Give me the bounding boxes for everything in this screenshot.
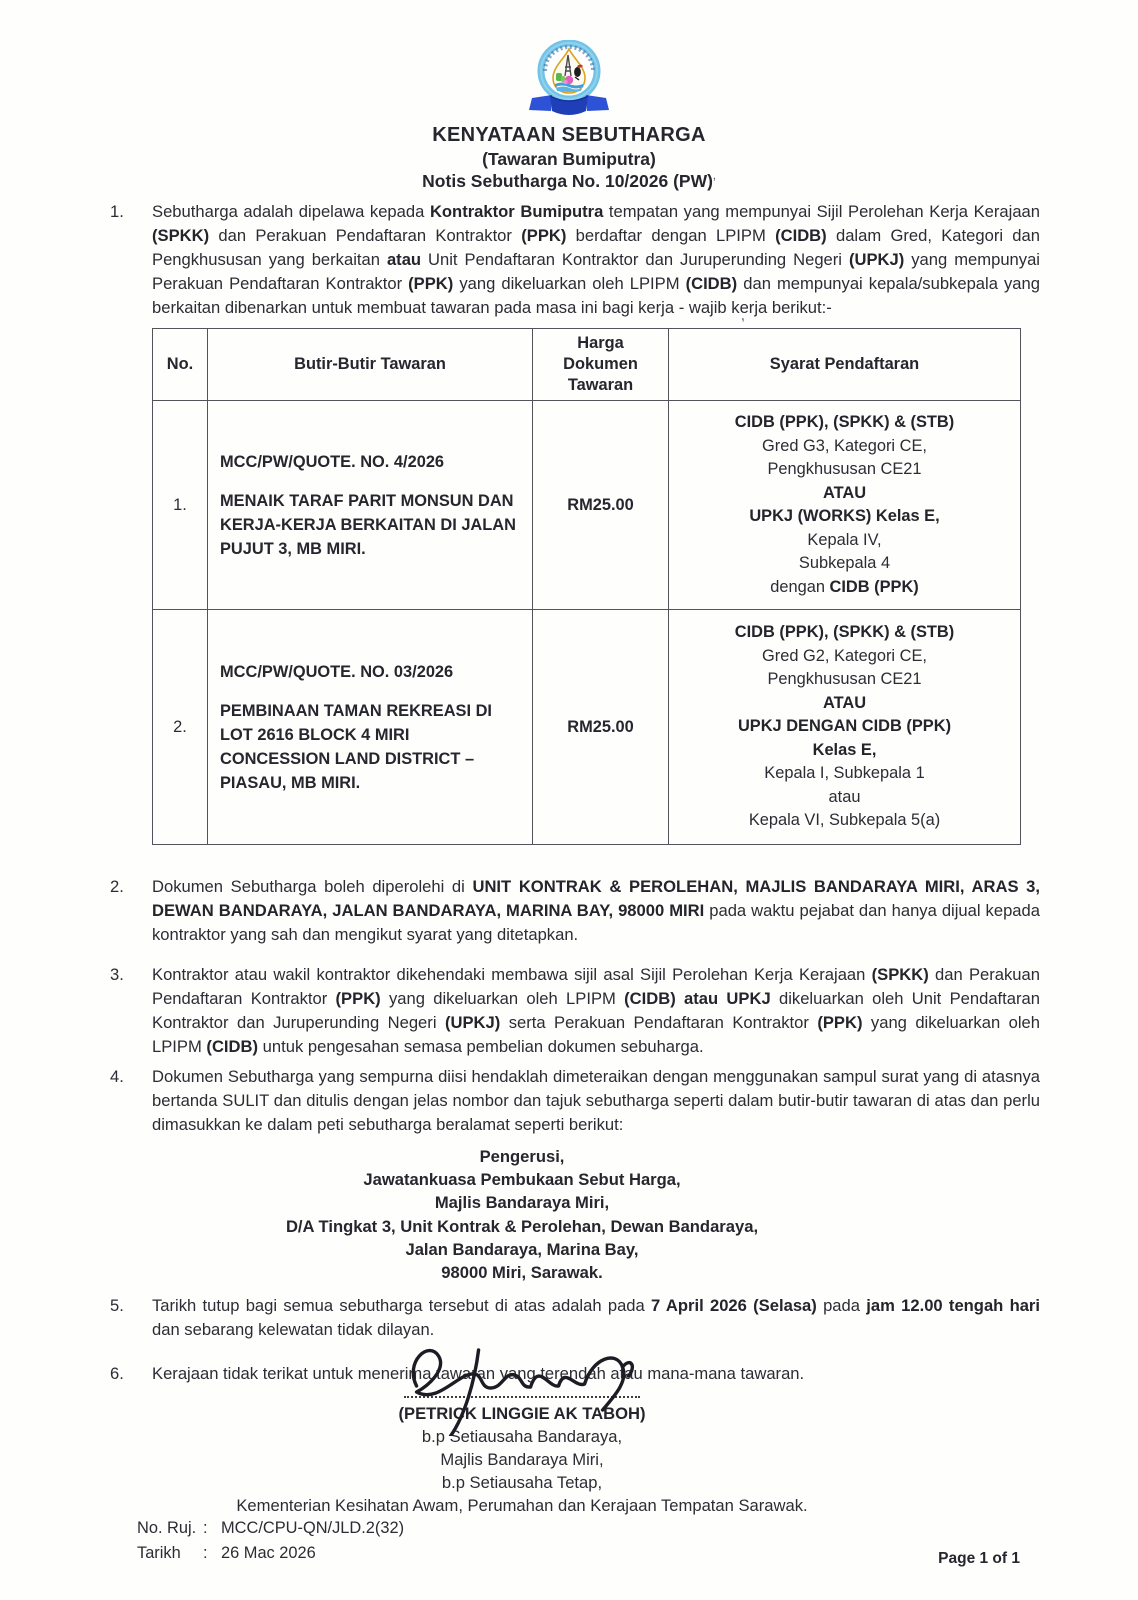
- clause-5-text: Tarikh tutup bagi semua sebutharga tersebut di atas adalah pada 7 April 2026 (Selasa) pada jam 12.00 tengah hari dan sebarang kelewatan tidak dilayan.: [152, 1296, 1041, 1340]
- row-number-cell: 2.: [153, 610, 208, 845]
- tender-details-cell: [208, 401, 533, 610]
- col-header-no: No.: [153, 329, 208, 401]
- signatory-org: Majlis Bandaraya Miri,: [440, 1450, 604, 1469]
- table-row: [153, 610, 1021, 845]
- col-header-butir: Butir-Butir Tawaran: [208, 329, 533, 401]
- registration-requirements-cell: [669, 610, 1021, 845]
- syarat-line: dengan CIDB (PPK): [770, 577, 919, 596]
- syarat-line: Gred G3, Kategori CE,: [762, 436, 927, 455]
- document-header: [0, 0, 1138, 194]
- signature-line: [404, 1396, 640, 1398]
- crest-icon: [515, 40, 623, 118]
- clause-1-text: Sebutharga adalah dipelawa kepada Kontraktor Bumiputra tempatan yang mempunyai Sijil Perolehan Kerja Kerajaan (SPKK) dan Perakuan Pendaftaran Kontraktor (PPK) berdaftar dengan LPIPM (CIDB) dalam Gred, Kategori dan Pengkhususan yang berkaitan atau Unit Pendaftaran Kontraktor dan Juruperunding Negeri (UPKJ) yang mempunyai Perakuan Pendaftaran Kontraktor (PPK) yang dikeluarkan oleh LPIPM (CIDB) dan mempunyai kepala/subkepala yang berkaitan dibenarkan untuk membuat tawaran pada masa ini bagi kerja - wajib kerja berikut:-: [152, 202, 1040, 317]
- clause-1: [110, 200, 1040, 320]
- clause-6: [110, 1362, 1040, 1386]
- address-line: Pengerusi,: [479, 1147, 565, 1166]
- syarat-line: Kepala VI, Subkepala 5(a): [748, 811, 941, 830]
- syarat-line: Pengkhususan CE21: [767, 670, 922, 689]
- table-row: [153, 401, 1021, 610]
- registration-requirements-cell: [669, 401, 1021, 610]
- tender-details-cell: [208, 610, 533, 845]
- page-number: Page 1 of 1: [938, 1550, 1020, 1567]
- notice-number-text: Notis Sebutharga No. 10/2026 (PW): [422, 171, 713, 191]
- clause-2-text: Dokumen Sebutharga boleh diperolehi di UNIT KONTRAK & PEROLEHAN, MAJLIS BANDARAYA MIRI, ARAS 3, DEWAN BANDARAYA, JALAN BANDARAYA, MARINA BAY, 98000 MIRI pada waktu pejabat dan hanya dijual kepada kontraktor yang sah dan mengikut syarat yang ditetapkan.: [152, 877, 1040, 944]
- syarat-line: Subkepala 4: [798, 554, 891, 572]
- clause-3-number: 3.: [110, 965, 124, 984]
- row-number-cell: 1.: [153, 401, 208, 610]
- syarat-line: Pengkhususan CE21: [767, 460, 922, 478]
- syarat-line: Kepala I, Subkepala 1: [764, 764, 925, 783]
- address-line: 98000 Miri, Sarawak.: [441, 1263, 603, 1283]
- syarat-line: CIDB (PPK), (SPKK) & (STB): [734, 413, 955, 431]
- ref-label: No. Ruj.: [137, 1519, 197, 1537]
- signature-block: [152, 1396, 892, 1517]
- signatory-title-2: b.p Setiausaha Tetap,: [441, 1473, 603, 1492]
- syarat-line: Kepala IV,: [807, 530, 882, 549]
- col-header-syarat: Syarat Pendaftaran: [669, 329, 1021, 401]
- quote-ref: MCC/PW/QUOTE. NO. 4/2026: [220, 452, 445, 471]
- signatory-title: b.p Setiausaha Bandaraya,: [421, 1427, 623, 1446]
- syarat-line: UPKJ DENGAN CIDB (PPK): [737, 717, 952, 736]
- syarat-line: CIDB (PPK), (SPKK) & (STB): [734, 623, 955, 642]
- syarat-line: Gred G2, Kategori CE,: [762, 646, 927, 665]
- clause-4-text: Dokumen Sebutharga yang sempurna diisi hendaklah dimeteraikan dengan menggunakan sampul surat yang di atasnya bertanda SULIT dan ditulis dengan jelas nombor dan tajuk sebutharga seperti dalam butir-butir tawaran di atas dan perlu dimasukkan ke dalam peti sebutharga beralamat seperti berikut:: [152, 1067, 1040, 1134]
- clause-2-number: 2.: [110, 877, 124, 896]
- mbm-crest-logo: [0, 40, 1138, 118]
- syarat-line: atau: [828, 787, 861, 806]
- date-row: [137, 1541, 404, 1566]
- signatory-ministry: Kementerian Kesihatan Awam, Perumahan dan Kerajaan Tempatan Sarawak.: [236, 1496, 808, 1515]
- address-line: Jawatankuasa Pembukaan Sebut Harga,: [363, 1170, 681, 1190]
- syarat-line: UPKJ (WORKS) Kelas E,: [749, 507, 940, 525]
- clause-4: [110, 1065, 1040, 1137]
- address-line: Majlis Bandaraya Miri,: [434, 1193, 610, 1213]
- clause-6-number: 6.: [110, 1364, 124, 1384]
- clause-6-text: Kerajaan tidak terikat untuk menerima tawaran yang terendah atau mana-mana tawaran.: [152, 1364, 805, 1384]
- clause-3: [110, 963, 1040, 1059]
- clause-3-text: Kontraktor atau wakil kontraktor dikehendaki membawa sijil asal Sijil Perolehan Kerja Kerajaan (SPKK) dan Perakuan Pendaftaran Kontraktor (PPK) yang dikeluarkan oleh LPIPM (CIDB) atau UPKJ dikeluarkan oleh Unit Pendaftaran Kontraktor dan Juruperunding Negeri (UPKJ) serta Perakuan Pendaftaran Kontraktor (PPK) yang dikeluarkan oleh LPIPM (CIDB) untuk pengesahan semasa pembelian dokumen sebuharga.: [152, 965, 1040, 1056]
- table-header-row: [153, 329, 1021, 401]
- ref-colon: :: [203, 1519, 208, 1537]
- date-colon: :: [203, 1544, 208, 1562]
- reference-number-row: [137, 1516, 404, 1541]
- signatory-name: (PETRICK LINGGIE AK TABOH): [398, 1404, 646, 1423]
- ref-value: MCC/CPU-QN/JLD.2(32): [221, 1519, 405, 1537]
- notice-number: [0, 170, 1138, 194]
- quote-ref: MCC/PW/QUOTE. NO. 03/2026: [220, 662, 454, 681]
- syarat-line: ATAU: [822, 483, 867, 502]
- scan-mark-notice: ʼ: [712, 175, 716, 190]
- clause-5-number: 5.: [110, 1296, 124, 1316]
- date-label: Tarikh: [137, 1544, 181, 1562]
- document-price-cell: RM25.00: [533, 610, 669, 845]
- clause-4-number: 4.: [110, 1067, 124, 1086]
- quote-title: MENAIK TARAF PARIT MONSUN DAN KERJA-KERJA BERKAITAN DI JALAN PUJUT 3, MB MIRI.: [220, 491, 516, 558]
- clause-2: [110, 875, 1040, 947]
- col-header-harga: Harga Dokumen Tawaran: [533, 329, 669, 401]
- clause-1-number: 1.: [110, 202, 124, 221]
- quote-title: PEMBINAAN TAMAN REKREASI DI LOT 2616 BLOCK 4 MIRI CONCESSION LAND DISTRICT – PIASAU, MB MIRI.: [220, 701, 492, 792]
- address-line: Jalan Bandaraya, Marina Bay,: [405, 1239, 639, 1259]
- scan-mark-table: ʼ: [740, 315, 747, 334]
- submission-address: [152, 1145, 892, 1284]
- syarat-line: Kelas E,: [812, 740, 877, 759]
- document-title: KENYATAAN SEBUTHARGA: [432, 124, 706, 146]
- document-subtitle: (Tawaran Bumiputra): [482, 149, 656, 169]
- clause-5: [110, 1294, 1040, 1342]
- tender-table: [152, 328, 1021, 845]
- syarat-line: ATAU: [822, 693, 867, 712]
- address-line: D/A Tingkat 3, Unit Kontrak & Perolehan, Dewan Bandaraya,: [285, 1216, 759, 1236]
- document-price-cell: RM25.00: [533, 401, 669, 610]
- date-value: 26 Mac 2026: [221, 1544, 316, 1562]
- document-footer: [137, 1516, 404, 1566]
